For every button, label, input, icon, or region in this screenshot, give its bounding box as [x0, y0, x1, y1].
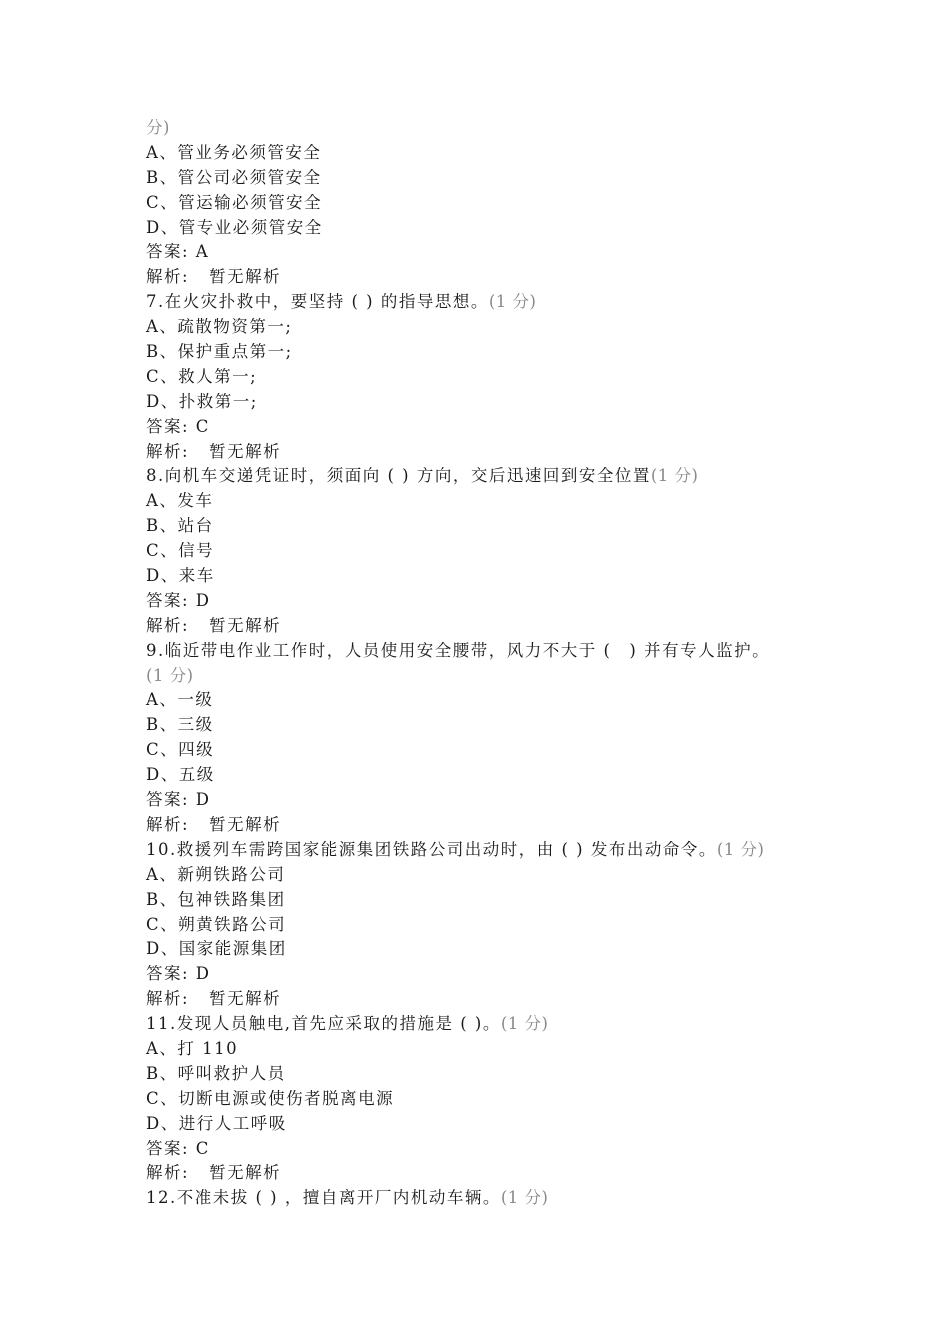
q12-score: (1 分) — [500, 1188, 549, 1208]
q7-stem: 7.在火灾扑救中，要坚持 ( ) 的指导思想。(1 分) — [146, 292, 537, 312]
q6-analysis — [146, 265, 866, 290]
q7-option-d: D、扑救第一; — [146, 391, 258, 411]
q9-analysis — [146, 813, 866, 838]
q7-analysis — [146, 440, 866, 465]
q8-option-a: A、发车 — [146, 491, 214, 511]
q11-option-b: B、呼叫救护人员 — [146, 1063, 286, 1083]
q6-option-c: C、管运输必须管安全 — [146, 192, 323, 212]
q7-option-a: A、疏散物资第一; — [146, 317, 293, 337]
q11-option-d: D、进行人工呼吸 — [146, 1113, 287, 1133]
q6-answer: 答案: A — [146, 242, 210, 262]
q8-analysis-label: 解析: — [146, 615, 190, 635]
q9-option-c: C、四级 — [146, 740, 215, 760]
q11-option-c: C、切断电源或使伤者脱离电源 — [146, 1088, 395, 1108]
q7-option-c: C、救人第一; — [146, 366, 258, 386]
q8-option-b: B、站台 — [146, 516, 214, 536]
q10-option-d: D、国家能源集团 — [146, 939, 287, 959]
q7-score: (1 分) — [488, 292, 537, 312]
q6-score-tail: 分) — [146, 118, 170, 137]
q10-score: (1 分) — [716, 839, 765, 859]
q6-option-b: B、管公司必须管安全 — [146, 167, 322, 187]
q9-score: (1 分) — [146, 665, 194, 685]
q11-score: (1 分) — [500, 1014, 549, 1034]
q6-analysis-label: 解析: — [146, 267, 190, 287]
q10-option-a: A、新朔铁路公司 — [146, 864, 286, 884]
q11-analysis-label: 解析: — [146, 1163, 190, 1183]
q9-analysis-label: 解析: — [146, 814, 190, 834]
q7-analysis-text: 暂无解析 — [209, 441, 282, 461]
q11-analysis — [146, 1161, 866, 1186]
q11-analysis-text: 暂无解析 — [209, 1163, 282, 1183]
q6-analysis-text: 暂无解析 — [209, 267, 282, 287]
q8-analysis — [146, 614, 866, 639]
q8-option-d: D、来车 — [146, 566, 215, 586]
q11-answer: 答案: C — [146, 1138, 210, 1158]
q7-answer: 答案: C — [146, 416, 210, 436]
q8-answer: 答案: D — [146, 590, 211, 610]
q8-score: (1 分) — [650, 466, 699, 486]
q9-option-d: D、五级 — [146, 765, 215, 785]
q10-analysis — [146, 987, 866, 1012]
q9-analysis-text: 暂无解析 — [209, 814, 282, 834]
q8-stem: 8.向机车交递凭证时，须面向 ( ) 方向，交后迅速回到安全位置(1 分) — [146, 466, 699, 486]
q6-option-a: A、管业务必须管安全 — [146, 142, 322, 162]
q8-option-c: C、信号 — [146, 541, 215, 561]
question-list — [146, 116, 866, 1211]
q6-option-d: D、管专业必须管安全 — [146, 217, 323, 237]
q10-option-c: C、朔黄铁路公司 — [146, 914, 287, 934]
q9-answer: 答案: D — [146, 790, 211, 810]
q9-option-b: B、三级 — [146, 715, 214, 735]
q7-option-b: B、保护重点第一; — [146, 342, 293, 362]
q10-option-b: B、包神铁路集团 — [146, 889, 286, 909]
q9-stem: 9.临近带电作业工作时，人员使用安全腰带，风力不大于 ( ) 并有专人监护。 — [146, 640, 771, 660]
q7-analysis-label: 解析: — [146, 441, 190, 461]
q10-answer: 答案: D — [146, 964, 211, 984]
q10-analysis-text: 暂无解析 — [209, 989, 282, 1009]
q11-option-a: A、打 110 — [146, 1038, 239, 1058]
q9-option-a: A、一级 — [146, 690, 214, 710]
q8-analysis-text: 暂无解析 — [209, 615, 282, 635]
q10-analysis-label: 解析: — [146, 989, 190, 1009]
q11-stem: 11.发现人员触电,首先应采取的措施是 ( )。(1 分) — [146, 1014, 549, 1034]
q9-score-line — [146, 664, 866, 689]
q10-stem: 10.救援列车需跨国家能源集团铁路公司出动时，由 ( ) 发布出动命令。(1 分) — [146, 839, 765, 859]
q12-stem: 12.不准未拔 ( ) ，擅自离开厂内机动车辆。(1 分) — [146, 1188, 549, 1208]
